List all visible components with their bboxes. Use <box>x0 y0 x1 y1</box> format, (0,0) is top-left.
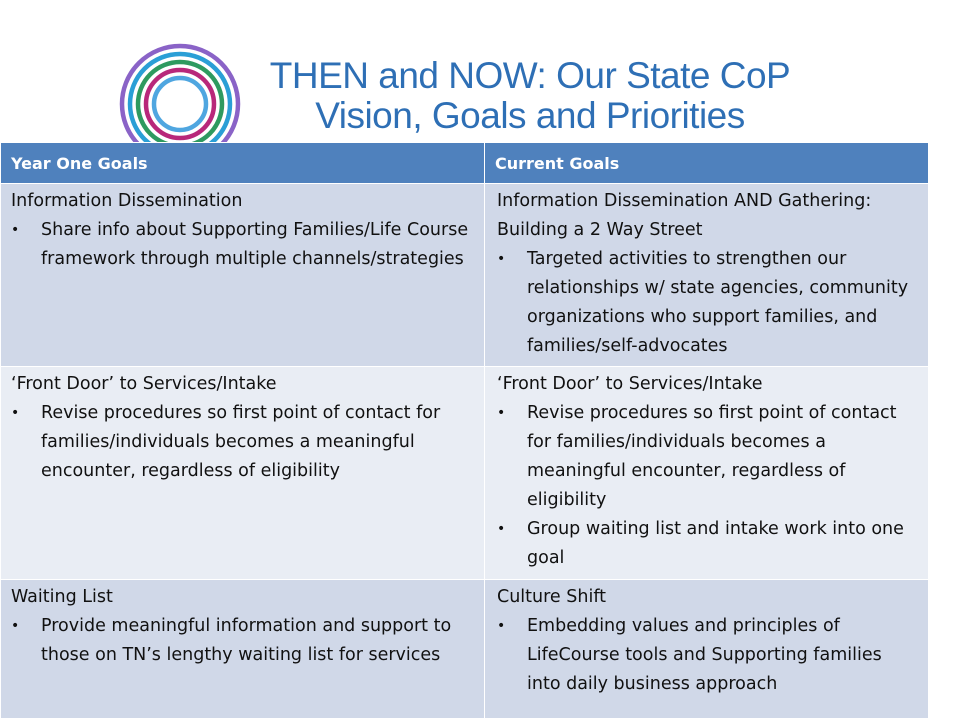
bullet-icon: • <box>497 405 506 421</box>
table-cell <box>1 184 485 367</box>
bullet-text: Embedding values and principles of LifeCourse tools and Supporting families into daily business approach <box>527 616 882 694</box>
list-item <box>11 216 474 274</box>
cell-heading: ‘Front Door’ to Services/Intake <box>11 374 277 394</box>
bullet-text: Revise procedures so first point of contact for families/individuals becomes a meaningful encounter, regardless of eligibility <box>41 403 441 481</box>
cell-heading: Information Dissemination <box>11 191 243 211</box>
slide-title <box>230 56 830 136</box>
bullet-icon: • <box>497 521 506 537</box>
table-row <box>1 580 929 719</box>
goals-table <box>0 142 929 719</box>
table-cell <box>1 580 485 719</box>
bullet-list <box>11 216 474 274</box>
bullet-list <box>11 612 474 670</box>
bullet-icon: • <box>497 618 506 634</box>
list-item <box>497 399 918 515</box>
bullet-icon: • <box>11 405 20 421</box>
bullet-list <box>497 245 918 361</box>
slide-title-line2: Vision, Goals and Priorities <box>315 95 745 136</box>
list-item <box>497 515 918 573</box>
bullet-text: Revise procedures so first point of contact for families/individuals becomes a meaningful encounter, regardless of eligibility <box>527 403 897 510</box>
cell-heading: Waiting List <box>11 587 113 607</box>
cell-heading: ‘Front Door’ to Services/Intake <box>497 374 763 394</box>
bullet-icon: • <box>11 222 20 238</box>
table-cell <box>485 184 929 367</box>
table-row <box>1 184 929 367</box>
logo-ring-lightblue <box>154 78 206 130</box>
bullet-text: Targeted activities to strengthen our relationships w/ state agencies, community organizations who support families, and families/self-advocates <box>527 249 909 356</box>
bullet-text: Provide meaningful information and support to those on TN’s lengthy waiting list for services <box>41 616 452 665</box>
slide-title-line1: THEN and NOW: Our State CoP <box>269 55 791 96</box>
table-cell <box>485 367 929 580</box>
list-item <box>11 399 474 486</box>
cell-heading: Culture Shift <box>497 587 607 607</box>
cell-heading: Information Dissemination AND Gathering: Building a 2 Way Street <box>497 191 872 240</box>
bullet-text: Share info about Supporting Families/Life Course framework through multiple channels/strategies <box>41 220 469 269</box>
table-row <box>1 367 929 580</box>
bullet-list <box>497 399 918 573</box>
bullet-list <box>497 612 918 699</box>
bullet-icon: • <box>11 618 20 634</box>
list-item <box>11 612 474 670</box>
header-year-one-goals: Year One Goals <box>1 143 485 184</box>
bullet-icon: • <box>497 251 506 267</box>
list-item <box>497 245 918 361</box>
bullet-text: Group waiting list and intake work into one goal <box>527 519 904 568</box>
table-cell <box>1 367 485 580</box>
table-cell <box>485 580 929 719</box>
table-header-row <box>1 143 929 184</box>
logo-ring-green <box>138 62 222 146</box>
header-current-goals: Current Goals <box>485 143 929 184</box>
list-item <box>497 612 918 699</box>
bullet-list <box>11 399 474 486</box>
